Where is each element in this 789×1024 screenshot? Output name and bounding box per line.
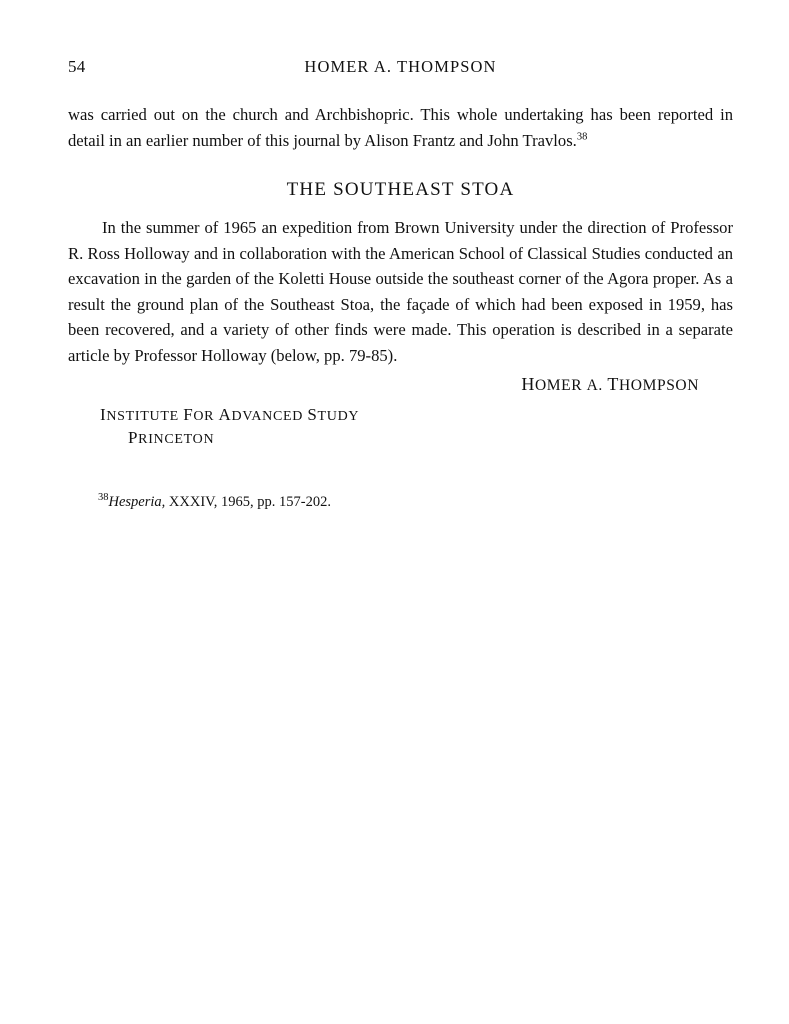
signature-first-rest: OMER <box>534 377 583 394</box>
page-content <box>68 54 733 512</box>
affiliation-city: PRINCETON <box>128 428 215 447</box>
running-head-title: HOMER A. THOMPSON <box>304 57 497 76</box>
footnote-reference-38: 38 <box>576 130 588 142</box>
paragraph-southeast-stoa: In the summer of 1965 an expedition from Brown University under the direction of Professor R. Ross Holloway and in collaboration with the American School of Classical Studies conducted an excavation in the garden of the Koletti House outside the southeast corner of the Agora proper. As a result the ground plan of the Southeast Stoa, the façade of which had been exposed in 1959, has been recovered, and a variety of other finds were made. This operation is described in a separate article by Professor Holloway (below, pp. 79-85). <box>68 218 733 365</box>
signature-middle-initial: A. <box>586 377 603 394</box>
paragraph-continued-text: was carried out on the church and Archbishopric. This whole undertaking has been reported in detail in an earlier number of this journal by Alison Frantz and John Travlos. <box>68 105 733 150</box>
section-title: THE SOUTHEAST STOA <box>286 179 515 200</box>
page-number: 54 <box>68 57 86 76</box>
author-signature <box>68 374 733 395</box>
signature-initial-t: T <box>607 374 619 394</box>
footnote-citation: XXXIV, 1965, pp. 157-202. <box>165 494 331 510</box>
affiliation-institution: INSTITUTE FOR ADVANCED STUDY <box>100 405 360 424</box>
paragraph-continued <box>68 102 733 153</box>
footnote-number: 38 <box>98 492 109 504</box>
signature-last-rest: HOMPSON <box>619 377 699 394</box>
author-affiliation <box>68 405 733 448</box>
footnote-block <box>68 492 733 512</box>
footnote-journal-title: Hesperia, <box>108 494 166 510</box>
signature-initial-h: H <box>521 374 535 394</box>
running-head <box>68 54 733 84</box>
